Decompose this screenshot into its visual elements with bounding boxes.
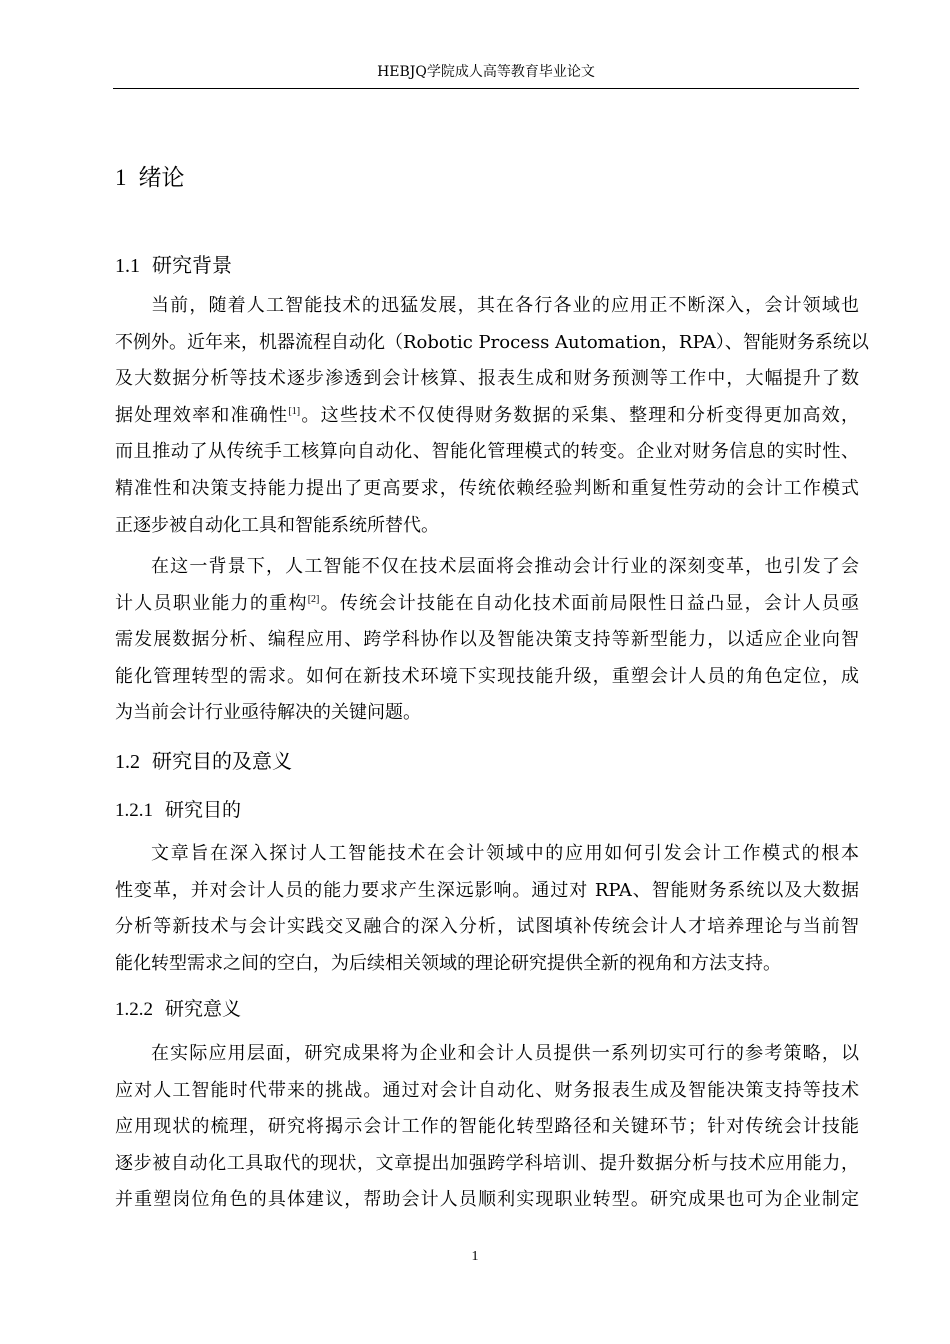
text-segment: 计人员职业能力的重构	[115, 592, 308, 614]
section-number: 1.2	[115, 751, 140, 773]
text-line: 当前，随着人工智能技术的迅猛发展，其在各行各业的应用正不断深入，会计领域也	[151, 295, 859, 316]
running-header: HEBJQ学院成人高等教育毕业论文	[377, 64, 595, 80]
subsection-title: 研究目的	[165, 799, 242, 821]
section-heading-1-2	[115, 746, 292, 777]
chapter-title: 绪论	[138, 165, 185, 191]
text-segment: 。传统会计技能在自动化技术面前局限性日益凸显，会计人员亟	[319, 592, 859, 614]
subsection-heading-1-2-2	[115, 995, 241, 1024]
text-line: 及大数据分析等技术逐步渗透到会计核算、报表生成和财务预测等工作中，大幅提升了数	[115, 368, 859, 390]
paragraph-background-2	[115, 549, 859, 732]
text-line	[115, 398, 859, 435]
text-segment: 。这些技术不仅使得财务数据的采集、整理和分析变得更加高效，	[300, 404, 860, 426]
paragraph-background-1	[115, 288, 869, 544]
text-line: 分析等新技术与会计实践交叉融合的深入分析，试图填补传统会计人才培养理论与当前智	[115, 916, 859, 938]
chapter-number: 1	[115, 165, 127, 190]
section-title: 研究目的及意义	[152, 749, 292, 773]
text-line: 能化管理转型的需求。如何在新技术环境下实现技能升级，重塑会计人员的角色定位，成	[115, 665, 859, 687]
text-line: 文章旨在深入探讨人工智能技术在会计领域中的应用如何引发会计工作模式的根本	[151, 843, 859, 864]
chapter-heading	[115, 162, 185, 194]
text-line: 正逐步被自动化工具和智能系统所替代。	[115, 514, 439, 536]
text-line: 需发展数据分析、编程应用、跨学科协作以及智能决策支持等新型能力，以适应企业向智	[115, 629, 859, 651]
text-line: 精准性和决策支持能力提出了更高要求，传统依赖经验判断和重复性劳动的会计工作模式	[115, 477, 859, 499]
text-line: 不例外。近年来，机器流程自动化（Robotic Process Automation，RPA）、智能财务系统以	[115, 331, 869, 353]
paragraph-significance	[115, 1036, 859, 1219]
subsection-number: 1.2.2	[115, 999, 153, 1020]
page-number: 1	[471, 1249, 479, 1264]
text-line: 在这一背景下，人工智能不仅在技术层面将会推动会计行业的深刻变革，也引发了会	[151, 556, 859, 577]
text-line	[115, 586, 859, 623]
text-line: 为当前会计行业亟待解决的关键问题。	[115, 702, 421, 724]
text-segment: 据处理效率和准确性	[115, 404, 289, 426]
paragraph-purpose	[115, 836, 859, 982]
text-line: 并重塑岗位角色的具体建议，帮助会计人员顺利实现职业转型。研究成果也可为企业制定	[115, 1189, 859, 1211]
text-line: 逐步被自动化工具取代的现状，文章提出加强跨学科培训、提升数据分析与技术应用能力，	[115, 1152, 859, 1174]
subsection-heading-1-2-1	[115, 796, 241, 825]
text-line: 应对人工智能时代带来的挑战。通过对会计自动化、财务报表生成及智能决策支持等技术	[115, 1079, 859, 1101]
section-number: 1.1	[115, 255, 140, 277]
text-line: 在实际应用层面，研究成果将为企业和会计人员提供一系列切实可行的参考策略，以	[151, 1043, 859, 1064]
text-line: 而且推动了从传统手工核算向自动化、智能化管理模式的转变。企业对财务信息的实时性、	[115, 441, 859, 463]
subsection-title: 研究意义	[165, 998, 242, 1020]
section-title: 研究背景	[152, 253, 232, 277]
subsection-number: 1.2.1	[115, 800, 153, 821]
section-heading-1-1	[115, 250, 232, 281]
header-rule	[113, 88, 859, 89]
text-line: 性变革，并对会计人员的能力要求产生深远影响。通过对 RPA、智能财务系统以及大数据	[115, 879, 859, 901]
text-line: 能化转型需求之间的空白，为后续相关领域的理论研究提供全新的视角和方法支持。	[115, 952, 781, 974]
text-line: 应用现状的梳理，研究将揭示会计工作的智能化转型路径和关键环节；针对传统会计技能	[115, 1116, 859, 1138]
citation-ref: [1]	[288, 405, 301, 417]
citation-ref: [2]	[307, 593, 320, 605]
